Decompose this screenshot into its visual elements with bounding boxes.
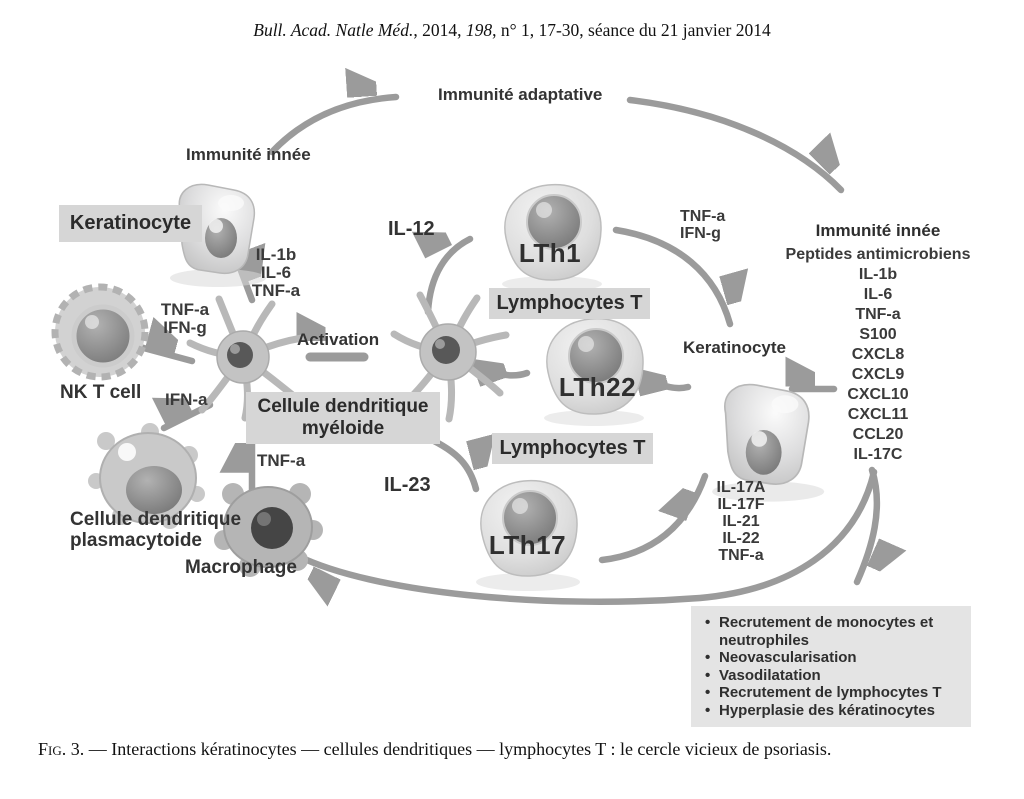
list-item: IL-1b: [255, 245, 297, 264]
list-item: IL-17F: [717, 496, 765, 513]
list-item: Cellule dendritique: [70, 509, 242, 530]
label-box-lymphocytes-t-2: Lymphocytes T: [492, 433, 653, 464]
arrow-lth17-to-keratinocyte: [602, 476, 705, 560]
innate-products-heading: Immunité innée: [815, 221, 941, 240]
list-item: TNF-a: [680, 208, 726, 225]
list-item: CXCL8: [851, 346, 905, 363]
label-immunite-adaptative: Immunité adaptative: [438, 85, 603, 104]
list-item: IFN-g: [680, 225, 721, 242]
label-box-lymphocytes-t-1: Lymphocytes T: [489, 288, 650, 319]
th17-cytokine-list: [702, 479, 780, 564]
keratinocyte-cytokine-list: [238, 246, 314, 300]
list-item: IL-1b: [858, 266, 898, 283]
list-item: IL-22: [722, 530, 760, 547]
nk-t-cell-graphic: [55, 287, 145, 377]
label-tnf-a-macrophage: TNF-a: [257, 451, 306, 470]
caption-text: Interactions kératinocytes — cellules dendritiques — lymphocytes T : le cercle vicieux de psoriasis.: [111, 739, 832, 759]
list-item: plasmacytoide: [70, 530, 202, 551]
label-nk-t-cell: NK T cell: [60, 382, 142, 403]
list-item: • Vasodilatation: [701, 667, 963, 685]
journal-year: , 2014,: [413, 20, 466, 40]
innate-products-column: [772, 221, 984, 465]
arrow-lth22-to-keratinocyte: [650, 380, 688, 388]
list-item: IL-21: [722, 513, 760, 530]
label-macrophage: Macrophage: [185, 557, 297, 578]
arrow-nkt-to-mdc: [140, 347, 192, 361]
label-il-12: IL-12: [388, 218, 435, 240]
list-item: IL-17A: [716, 479, 766, 496]
label-immunite-innee-top: Immunité innée: [186, 145, 311, 164]
list-item: • Hyperplasie des kératinocytes: [701, 702, 963, 720]
list-item: • Recrutement de monocytes et neutrophiles: [701, 614, 963, 649]
label-ifn-a: IFN-a: [165, 390, 208, 409]
label-plasmacytoid-dc: [70, 509, 241, 551]
label-keratinocyte-right: Keratinocyte: [683, 338, 786, 357]
arrow-innate-to-adaptive: [272, 97, 396, 152]
caption-dash: —: [84, 739, 112, 759]
arrow-il12-to-lth1: [428, 239, 470, 312]
label-activation: Activation: [297, 330, 380, 349]
arrow-adaptive-to-innate-right: [630, 100, 841, 190]
list-item: TNF-a: [251, 281, 301, 300]
list-item: CXCL10: [847, 386, 909, 403]
label-lth22: LTh22: [558, 372, 637, 402]
nkt-cytokine-list: [150, 301, 220, 337]
list-item: TNF-a: [160, 300, 210, 319]
figure-caption: [38, 736, 994, 762]
th1-cytokine-list: [680, 208, 744, 242]
list-item: CCL20: [852, 426, 904, 443]
label-box-keratinocyte-left: Keratinocyte: [59, 205, 202, 242]
list-item: IL-6: [260, 263, 292, 282]
label-il-23: IL-23: [384, 474, 431, 496]
list-item: Cellule dendritique: [257, 396, 429, 417]
effects-box: [691, 606, 971, 727]
list-item: CXCL11: [847, 406, 909, 423]
journal-volume: 198: [465, 20, 493, 40]
list-item: • Neovascularisation: [701, 649, 963, 667]
list-item: IL-6: [863, 286, 893, 303]
list-item: CXCL9: [851, 366, 905, 383]
list-item: myéloide: [301, 418, 385, 439]
label-lth1: LTh1: [518, 238, 582, 268]
label-lth17: LTh17: [488, 530, 567, 560]
journal-name: Bull. Acad. Natle Méd.: [253, 20, 414, 40]
label-box-myeloid-dc: [246, 392, 440, 444]
list-item: Peptides antimicrobiens: [785, 246, 971, 263]
innate-products-list: [772, 245, 984, 465]
list-item: TNF-a: [718, 547, 764, 564]
arrow-il23-to-lth17: [428, 438, 476, 489]
list-item: • Recrutement de lymphocytes T: [701, 684, 963, 702]
list-item: IFN-g: [163, 318, 207, 337]
caption-fig-number: Fig. 3.: [38, 739, 85, 759]
list-item: S100: [859, 326, 897, 343]
list-item: IL-17C: [853, 446, 903, 463]
list-item: TNF-a: [855, 306, 901, 323]
arrow-dc2-to-lth22: [487, 370, 527, 375]
journal-ref: , n° 1, 17-30, séance du 21 janvier 2014: [492, 20, 771, 40]
